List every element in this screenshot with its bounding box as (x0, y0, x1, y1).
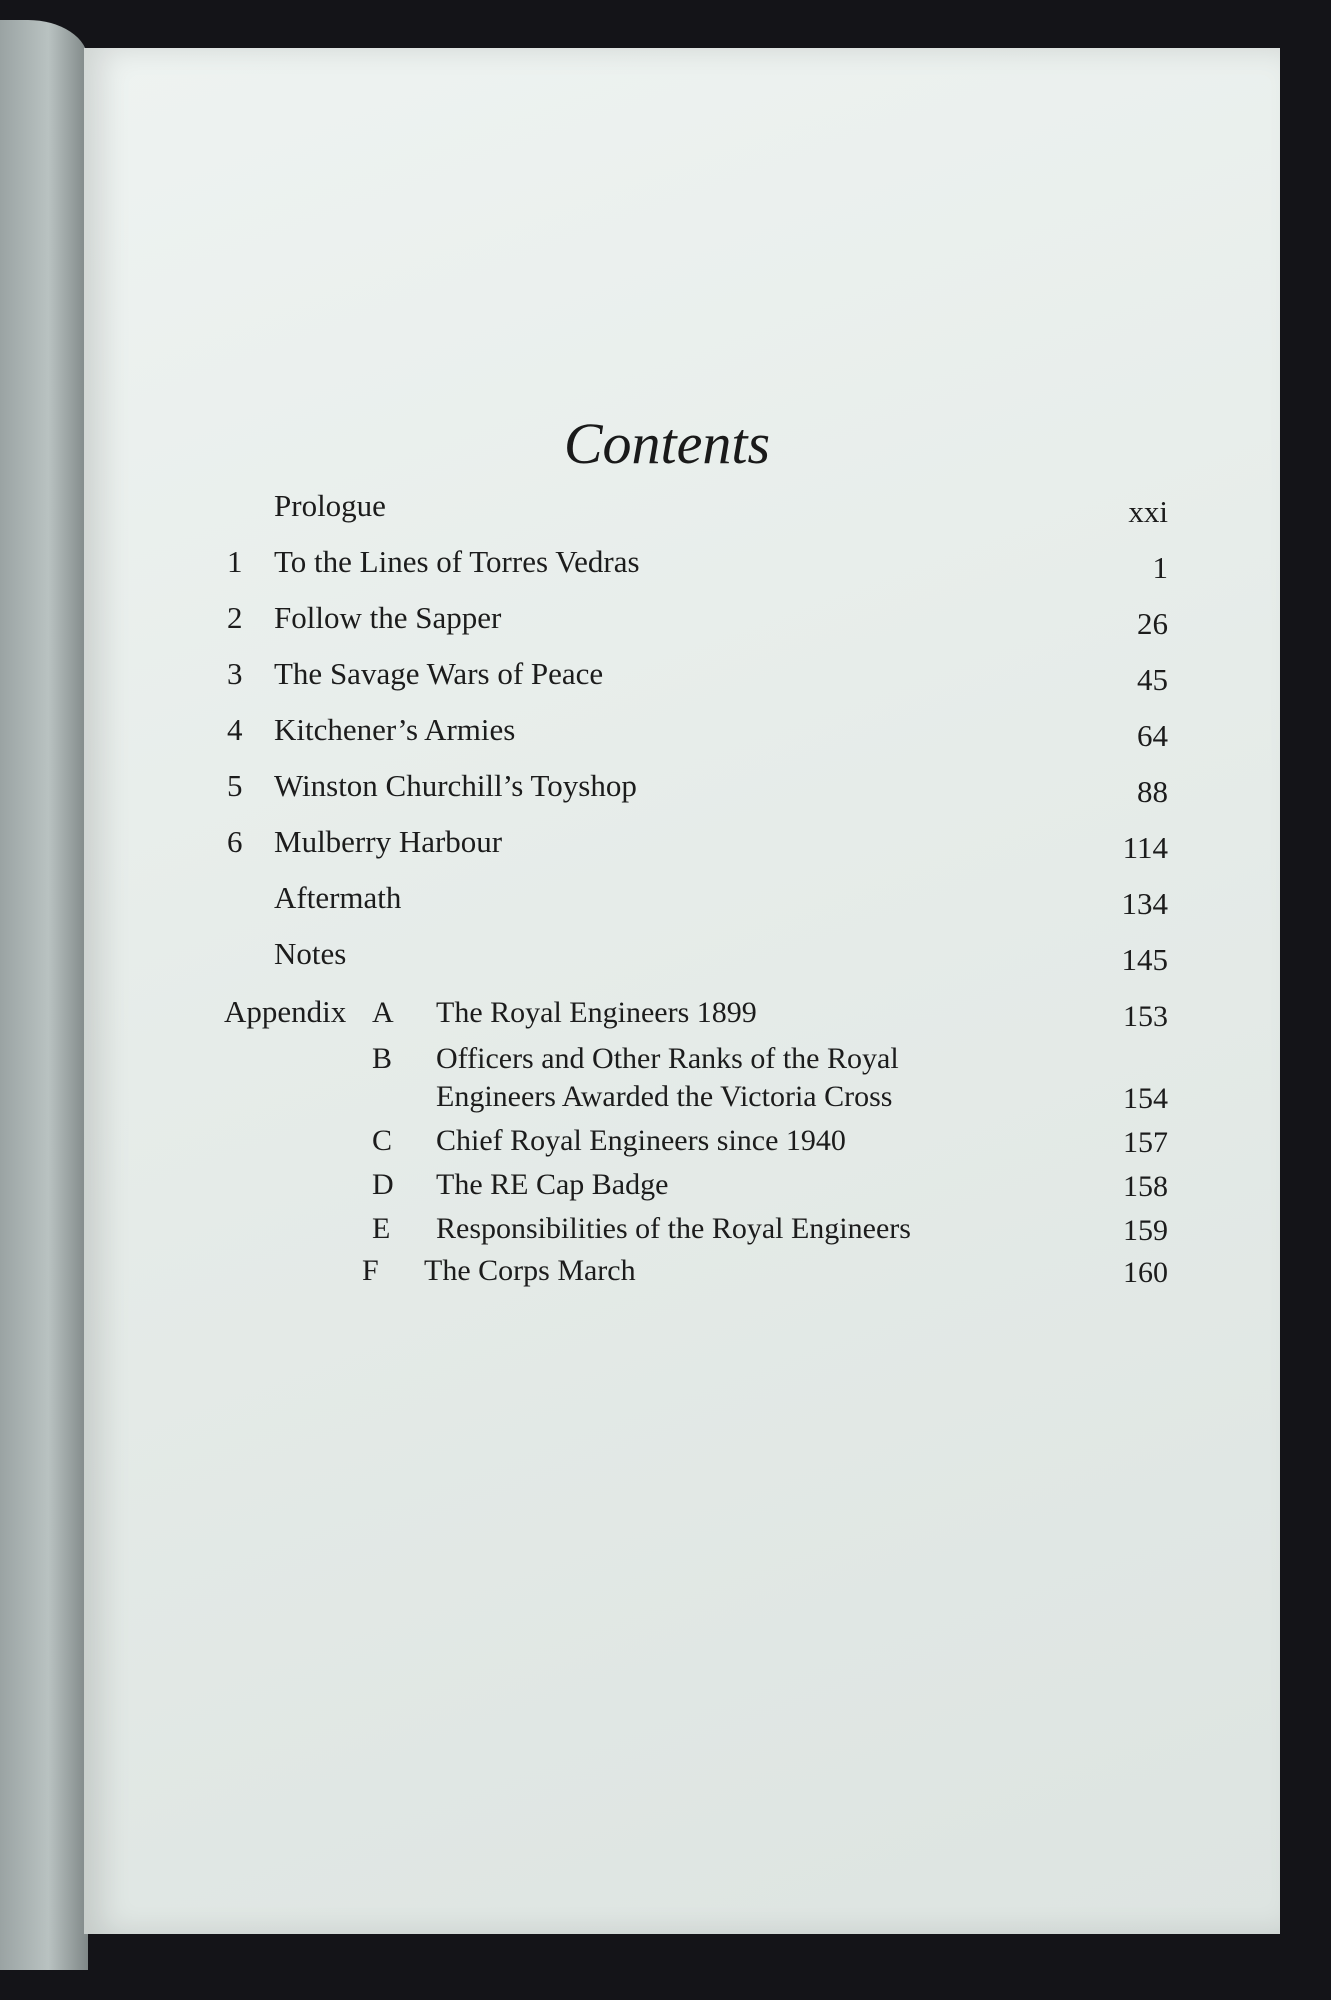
appendix-title: The Royal Engineers 1899 (436, 996, 757, 1029)
appendix-title: Officers and Other Ranks of the Royal (436, 1042, 899, 1075)
toc-entry-3 (84, 656, 1280, 700)
page-number: 64 (1137, 718, 1168, 753)
page-number: 160 (1123, 1256, 1168, 1289)
chapter-number: 2 (227, 600, 243, 635)
toc-entry-aftermath (84, 880, 1280, 924)
page-number: 134 (1121, 886, 1168, 921)
page-number: 159 (1123, 1214, 1168, 1247)
chapter-title: Winston Churchill’s Toyshop (274, 768, 637, 803)
chapter-title: Prologue (274, 488, 386, 523)
appendix-letter: F (362, 1254, 379, 1287)
appendix-letter: C (372, 1124, 393, 1157)
facing-page-edge (0, 20, 88, 1970)
contents-page (84, 48, 1280, 1934)
page-number: 145 (1121, 942, 1168, 977)
chapter-title: Mulberry Harbour (274, 824, 503, 859)
toc-entry-4 (84, 712, 1280, 756)
toc-entry-5 (84, 768, 1280, 812)
appendix-title-continued: Engineers Awarded the Victoria Cross (436, 1080, 893, 1113)
appendix-title: The Corps March (424, 1254, 636, 1287)
chapter-number: 4 (227, 712, 243, 747)
page-number: 157 (1123, 1126, 1168, 1159)
page-number: 45 (1137, 662, 1168, 697)
page-number: 158 (1123, 1170, 1168, 1203)
page-number: 114 (1122, 830, 1168, 865)
appendix-title: The RE Cap Badge (436, 1168, 669, 1201)
toc-entry-1 (84, 544, 1280, 588)
page-number: xxi (1128, 494, 1168, 529)
chapter-title: The Savage Wars of Peace (274, 656, 604, 691)
page-number: 88 (1137, 774, 1168, 809)
page-number: 153 (1123, 1000, 1168, 1033)
page-number: 154 (1123, 1082, 1168, 1115)
chapter-number: 3 (227, 656, 243, 691)
page-title: Contents (563, 411, 771, 476)
chapter-title: Kitchener’s Armies (274, 712, 516, 747)
chapter-number: 5 (227, 768, 243, 803)
appendix-heading: Appendix (224, 994, 347, 1029)
toc-entry-notes (84, 936, 1280, 980)
appendix-letter: B (372, 1042, 393, 1075)
page-number: 26 (1137, 606, 1168, 641)
appendix-letter: E (372, 1212, 391, 1245)
chapter-title: Aftermath (274, 880, 402, 915)
chapter-title: Follow the Sapper (274, 600, 502, 635)
appendix-letter: A (372, 996, 394, 1029)
chapter-title: To the Lines of Torres Vedras (274, 544, 640, 579)
appendix-letter: D (372, 1168, 394, 1201)
toc-entry-6 (84, 824, 1280, 868)
chapter-number: 1 (227, 544, 243, 579)
appendix-title: Responsibilities of the Royal Engineers (436, 1212, 911, 1245)
page-number: 1 (1152, 550, 1168, 585)
toc-entry-prologue (84, 488, 1280, 532)
chapter-number: 6 (227, 824, 243, 859)
appendix-title: Chief Royal Engineers since 1940 (436, 1124, 846, 1157)
chapter-title: Notes (274, 936, 347, 971)
toc-entry-2 (84, 600, 1280, 644)
